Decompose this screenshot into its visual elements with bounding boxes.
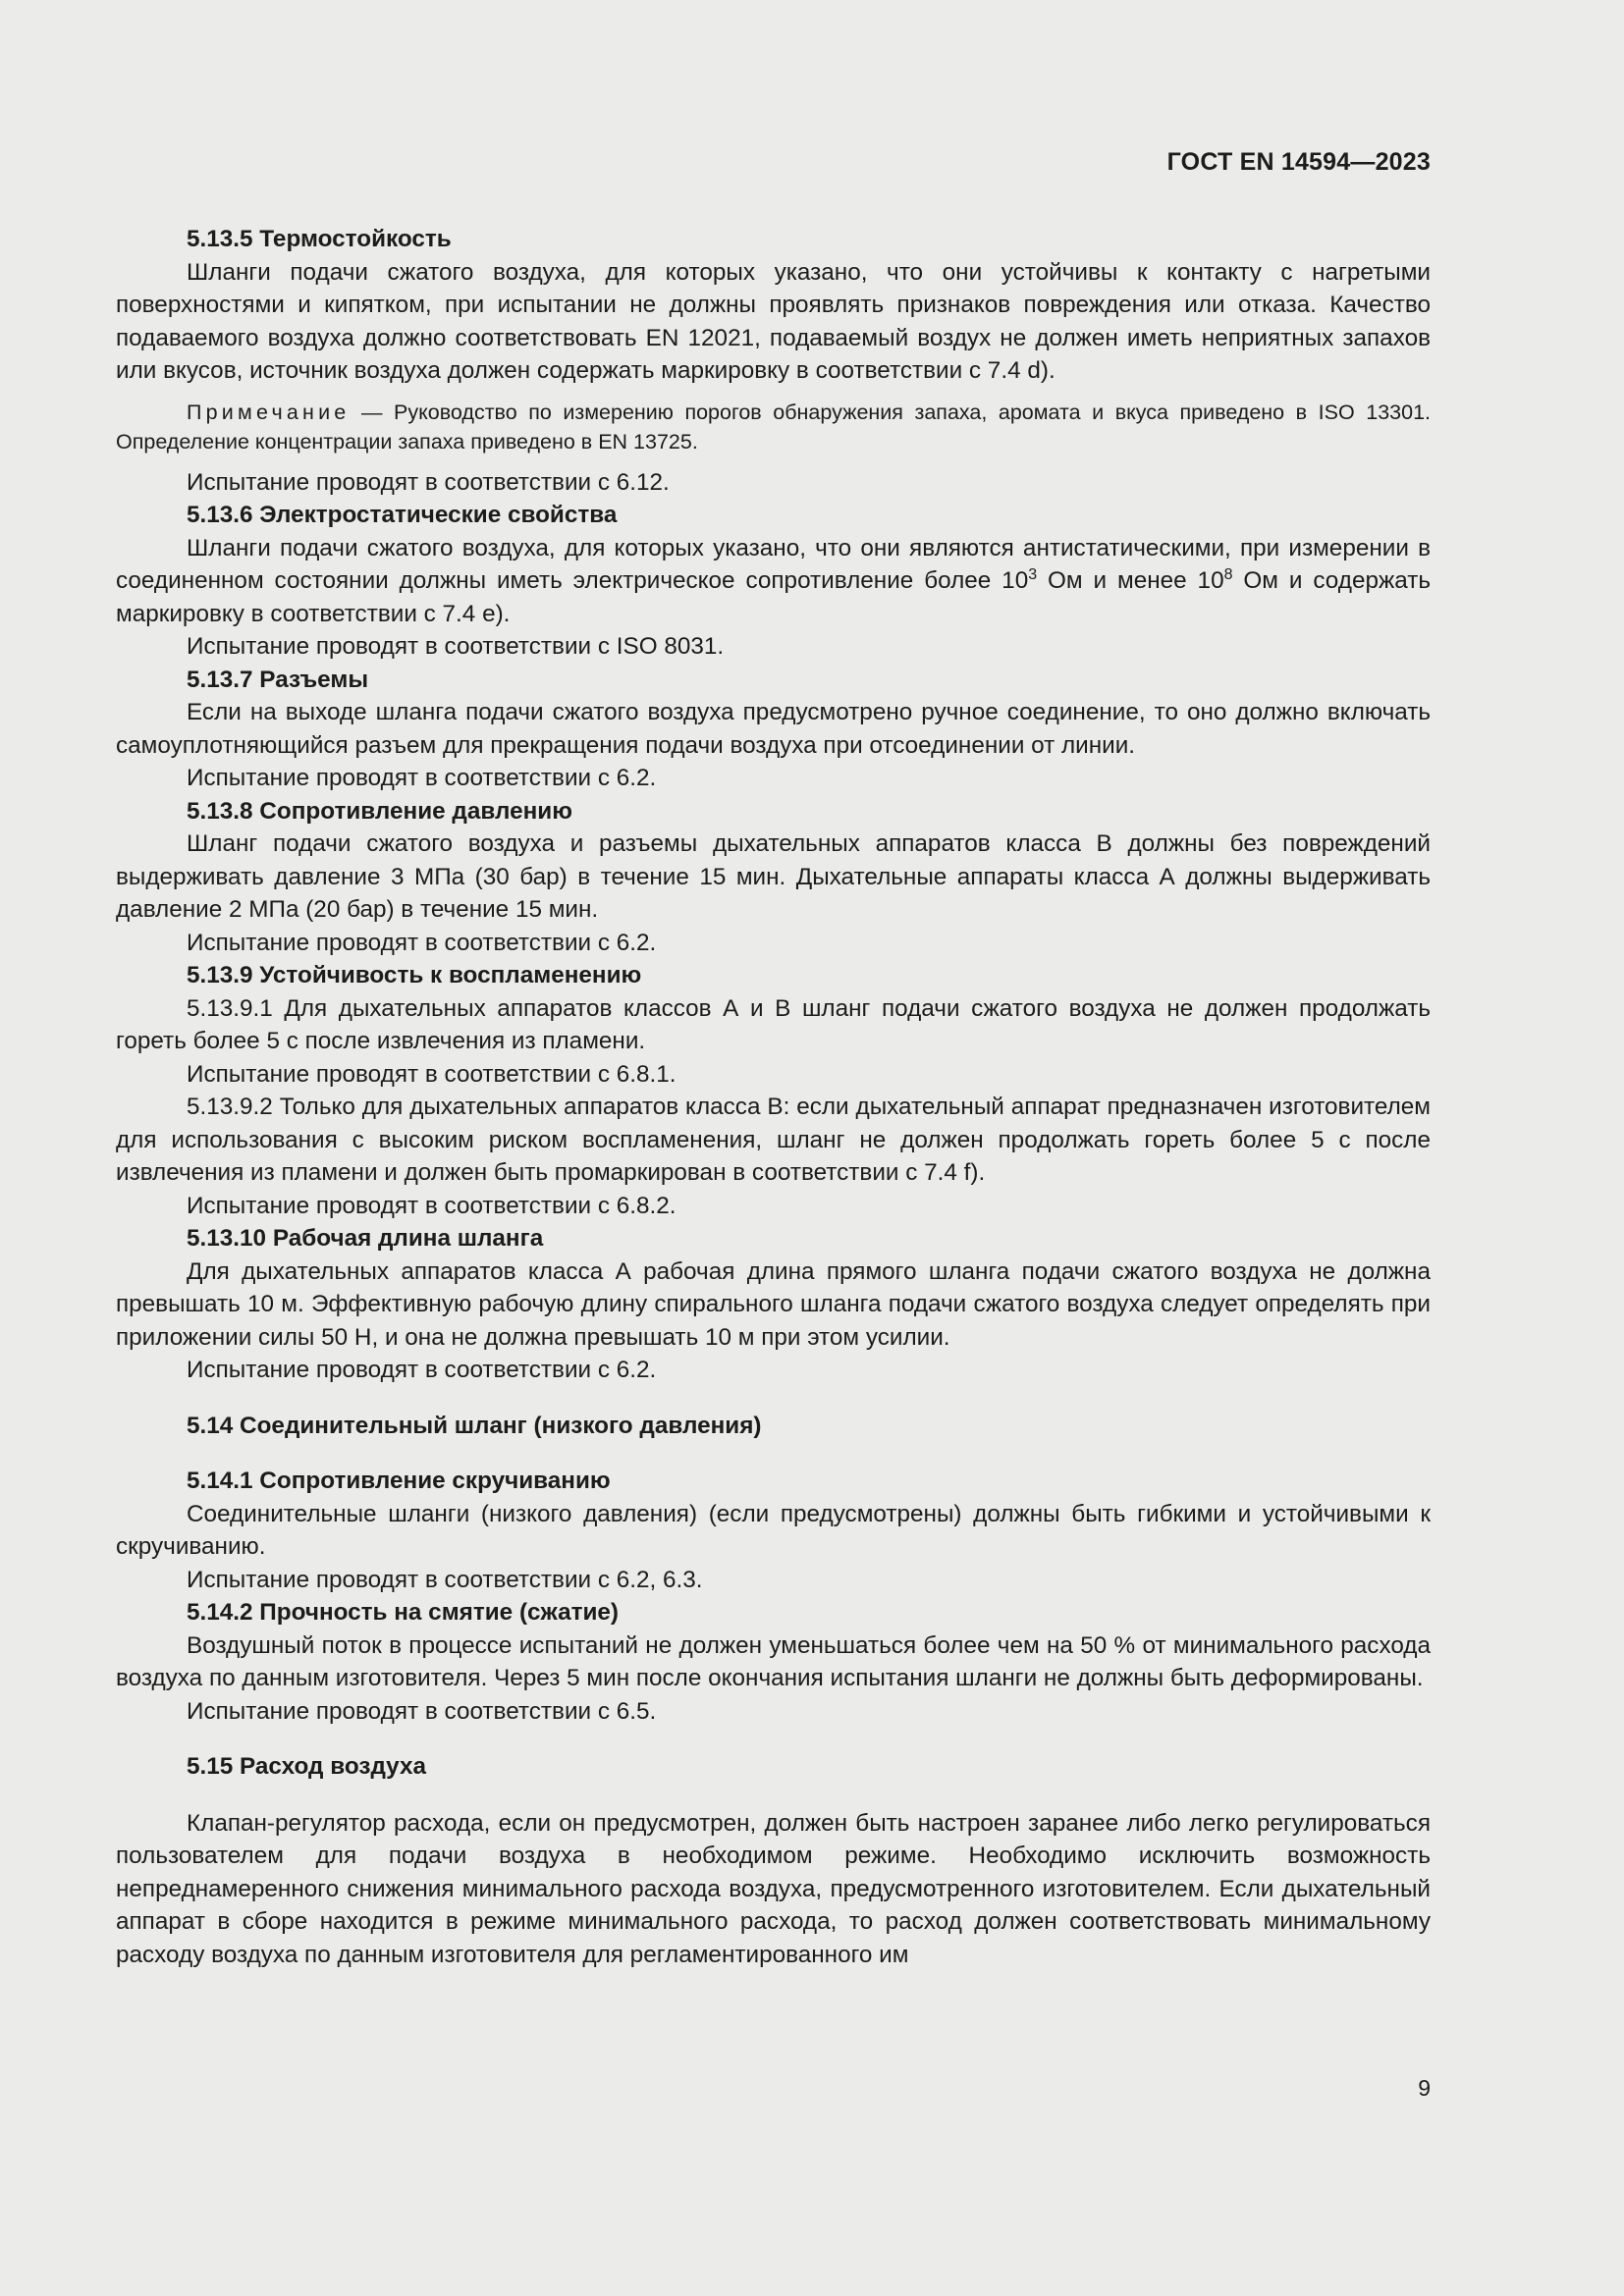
paragraph: Шланги подачи сжатого воздуха, для которых указано, что они устойчивы к контакту с нагретыми поверхностями и кипятком, при испытании не должны проявлять признаков повреждения или отказа. Качество подаваемого воздуха должно соответствовать EN 12021, подаваемый воздух не должен иметь неприятных запахов или вкусов, источник воздуха должен содержать маркировку в соответствии с 7.4 d). xyxy=(116,258,1431,384)
test-reference: Испытание проводят в соответствии с 6.5. xyxy=(187,1697,657,1725)
test-reference: Испытание проводят в соответствии с 6.2. xyxy=(187,1357,657,1383)
paragraph-part: Ом и менее 10 xyxy=(1037,567,1224,594)
section-heading: 5.14.1 Сопротивление скручиванию xyxy=(187,1468,611,1494)
paragraph-part: Ом и содержать маркировку в соответствии с 7.4 e). xyxy=(116,567,1431,627)
document-body xyxy=(116,223,1431,1971)
test-reference: Испытание проводят в соответствии с 6.8.2. xyxy=(187,1192,677,1219)
section-heading: 5.13.10 Рабочая длина шланга xyxy=(187,1225,544,1252)
test-reference: Испытание проводят в соответствии с 6.2. xyxy=(187,765,657,791)
test-reference: Испытание проводят в соответствии с 6.12. xyxy=(187,468,670,496)
paragraph: Для дыхательных аппаратов класса А рабочая длина прямого шланга подачи сжатого воздуха не должна превышать 10 м. Эффективную рабочую длину спирального шланга подачи сжатого воздуха следует определять при приложении силы 50 Н, и она не должна превышать 10 м при этом усилии. xyxy=(116,1257,1431,1351)
paragraph: Шланг подачи сжатого воздуха и разъемы дыхательных аппаратов класса В должны без повреждений выдерживать давление 3 МПа (30 бар) в течение 15 мин. Дыхательные аппараты класса А должны выдерживать давление 2 МПа (20 бар) в течение 15 мин. xyxy=(116,830,1431,923)
section-heading: 5.13.8 Сопротивление давлению xyxy=(187,797,572,825)
section-heading: 5.13.6 Электростатические свойства xyxy=(187,502,618,528)
test-reference: Испытание проводят в соответствии с ISO 8031. xyxy=(187,633,725,660)
test-reference: Испытание проводят в соответствии с 6.2, 6.3. xyxy=(187,1566,703,1593)
exponent: 8 xyxy=(1223,566,1233,583)
test-reference: Испытание проводят в соответствии с 6.8.1. xyxy=(187,1060,677,1088)
section-heading: 5.13.5 Термостойкость xyxy=(187,226,452,252)
paragraph xyxy=(116,532,1431,631)
section-heading: 5.14 Соединительный шланг (низкого давления) xyxy=(187,1412,762,1439)
test-reference: Испытание проводят в соответствии с 6.2. xyxy=(187,929,657,956)
section-heading: 5.13.9 Устойчивость к воспламенению xyxy=(187,962,642,988)
document-header: ГОСТ EN 14594—2023 xyxy=(1166,148,1431,176)
exponent: 3 xyxy=(1028,566,1038,583)
paragraph: Воздушный поток в процессе испытаний не должен уменьшаться более чем на 50 % от минимального расхода воздуха по данным изготовителя. Через 5 мин после окончания испытания шланги не должны быть деформированы. xyxy=(116,1631,1431,1691)
paragraph: 5.13.9.1 Для дыхательных аппаратов классов А и В шланг подачи сжатого воздуха не должен продолжать гореть более 5 с после извлечения из пламени. xyxy=(116,994,1431,1054)
page-number: 9 xyxy=(1418,2075,1431,2101)
paragraph: 5.13.9.2 Только для дыхательных аппаратов класса В: если дыхательный аппарат предназначен изготовителем для использования с высоким риском воспламенения, шланг не должен продолжать гореть более 5 с после извлечения из пламени и должен быть промаркирован в соответствии с 7.4 f). xyxy=(116,1094,1431,1186)
note xyxy=(116,398,1431,456)
section-heading: 5.13.7 Разъемы xyxy=(187,666,369,693)
document-page xyxy=(116,0,1431,2296)
section-heading: 5.15 Расход воздуха xyxy=(187,1753,427,1780)
paragraph: Клапан-регулятор расхода, если он предусмотрен, должен быть настроен заранее либо легко регулироваться пользователем для подачи воздуха в необходимом режиме. Необходимо исключить возможность непреднамеренного снижения минимального расхода воздуха, предусмотренного изготовителем. Если дыхательный аппарат в сборе находится в режиме минимального расхода, то расход должен соответствовать минимальному расходу воздуха по данным изготовителя для регламентированного им xyxy=(116,1809,1431,1968)
note-text: — Руководство по измерению порогов обнаружения запаха, аромата и вкуса приведено в ISO 13301. Определение концентрации запаха приведено в EN 13725. xyxy=(116,400,1431,454)
section-heading: 5.14.2 Прочность на смятие (сжатие) xyxy=(187,1599,620,1626)
note-label: Примечание xyxy=(187,400,351,424)
paragraph: Если на выходе шланга подачи сжатого воздуха предусмотрено ручное соединение, то оно должно включать самоуплотняющийся разъем для прекращения подачи воздуха при отсоединении от линии. xyxy=(116,699,1431,759)
paragraph: Соединительные шланги (низкого давления) (если предусмотрены) должны быть гибкими и устойчивыми к скручиванию. xyxy=(116,1500,1431,1560)
paragraph-part: Шланги подачи сжатого воздуха, для которых указано, что они являются антистатическими, при измерении в соединенном состоянии должны иметь электрическое сопротивление более 10 xyxy=(116,534,1431,594)
